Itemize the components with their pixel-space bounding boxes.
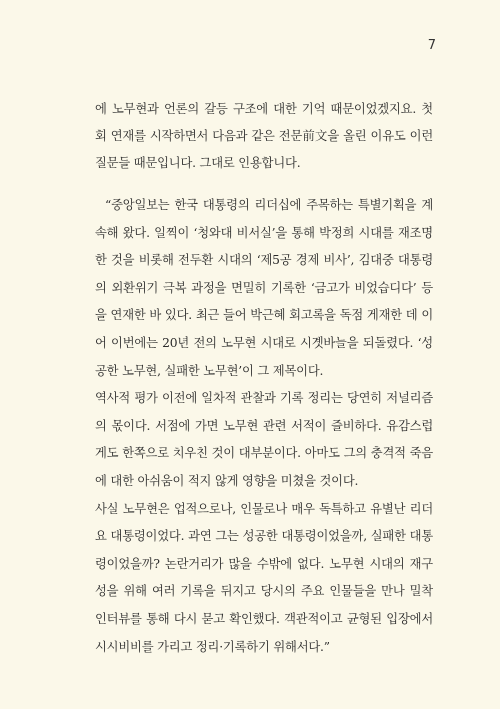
quote-paragraph-1: “중앙일보는 한국 대통령의 리더십에 주목하는 특별기획을 계속해 왔다. 일찍이 ‘청와대 비서실’을 통해 박정희 시대를 재조명한 것을 비롯해 전두환 시대의 ‘제5공 경제 비사’, 김대중 대통령의 외환위기 극복 과정을 면밀히 기록한 ‘금고가 비었습디다’ 등을 연재한 바 있다. 최근 들어 박근혜 회고록을 독점 게재한 데 이어 이번에는 20년 전의 노무현 시대로 시곗바늘을 되돌렸다. ‘성공한 노무현, 실패한 노무현’이 그 제목이다.	[95, 198, 433, 378]
quote-paragraph-3: 사실 노무현은 업적으로나, 인물로나 매우 독특하고 유별난 리더요 대통령이었다. 과연 그는 성공한 대통령이었을까, 실패한 대통령이었을까? 논란거리가 많을 수밖에 없다. 노무현 시대의 재구성을 위해 여러 기록을 뒤지고 당시의 주요 인물들을 만나 밀착 인터뷰를 통해 다시 묻고 확인했다. 객관적이고 균형된 입장에서 시시비비를 가리고 정리·기록하기 위해서다.”	[95, 501, 433, 654]
quote-paragraph-2: 역사적 평가 이전에 일차적 관찰과 기록 정리는 당연히 저널리즘의 몫이다. 서점에 가면 노무현 관련 서적이 즐비하다. 유감스럽게도 한쪽으로 치우친 것이 대부분이다. 아마도 그의 충격적 죽음에 대한 아쉬움이 적지 않게 영향을 미쳤을 것이다.	[95, 391, 433, 488]
intro-section	[95, 96, 433, 177]
page-number: 7	[427, 38, 436, 53]
intro-paragraph: 에 노무현과 언론의 갈등 구조에 대한 기억 때문이었겠지요. 첫 회 연재를 시작하면서 다음과 같은 전문前文을 올린 이유도 이런 질문들 때문입니다. 그대로 인용합니다.	[95, 102, 433, 170]
quotation-block	[95, 192, 433, 661]
